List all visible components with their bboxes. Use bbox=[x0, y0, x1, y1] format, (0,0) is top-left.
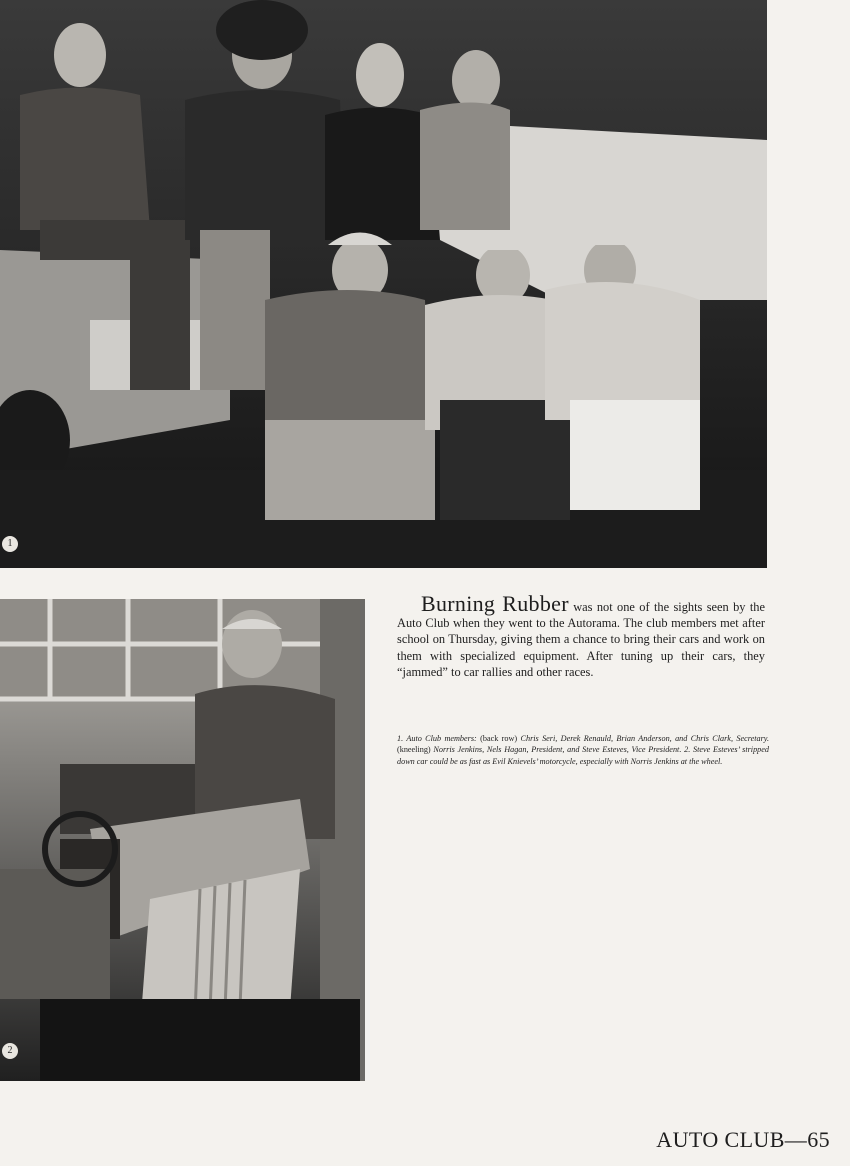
caption-1-back-row: (back row) bbox=[480, 734, 518, 743]
folio-section: AUTO CLUB bbox=[656, 1127, 785, 1152]
caption-1-label: 1. Auto Club members: bbox=[397, 734, 477, 743]
group-photo bbox=[0, 0, 767, 568]
article-body: was not one of the sights seen by the Auto Club when they went to the Autorama. The club members met after school on Thursday, giving them a chance to bring their cars and work on them with specialized equipment. After tuning up their cars, they “jammed” to car rallies and other races. bbox=[397, 600, 765, 679]
group-photo-image bbox=[0, 0, 767, 568]
photo-caption bbox=[397, 733, 769, 767]
car-photo bbox=[0, 599, 365, 1081]
article-headline: Burning Rubber bbox=[421, 591, 569, 616]
page-number: 65 bbox=[807, 1127, 830, 1152]
photo-number: 2 bbox=[2, 1043, 18, 1059]
caption-2: 2. Steve Esteves’ stripped down car could be as fast as Evil Knievels’ motorcycle, especially with Norris Jenkins at the wheel. bbox=[397, 745, 769, 766]
caption-1-kneeling: (kneeling) bbox=[397, 745, 431, 755]
car-photo-image bbox=[0, 599, 365, 1081]
page-folio bbox=[656, 1127, 830, 1153]
caption-1-kneeling-names: Norris Jenkins, Nels Hagan, President, and Steve Esteves, Vice President. bbox=[433, 745, 682, 755]
folio-separator: — bbox=[784, 1127, 808, 1152]
article-text bbox=[397, 591, 765, 680]
photo-number: 1 bbox=[2, 536, 18, 552]
caption-1-back-names: Chris Seri, Derek Renauld, Brian Anderson, and Chris Clark, Secretary. bbox=[520, 734, 770, 743]
